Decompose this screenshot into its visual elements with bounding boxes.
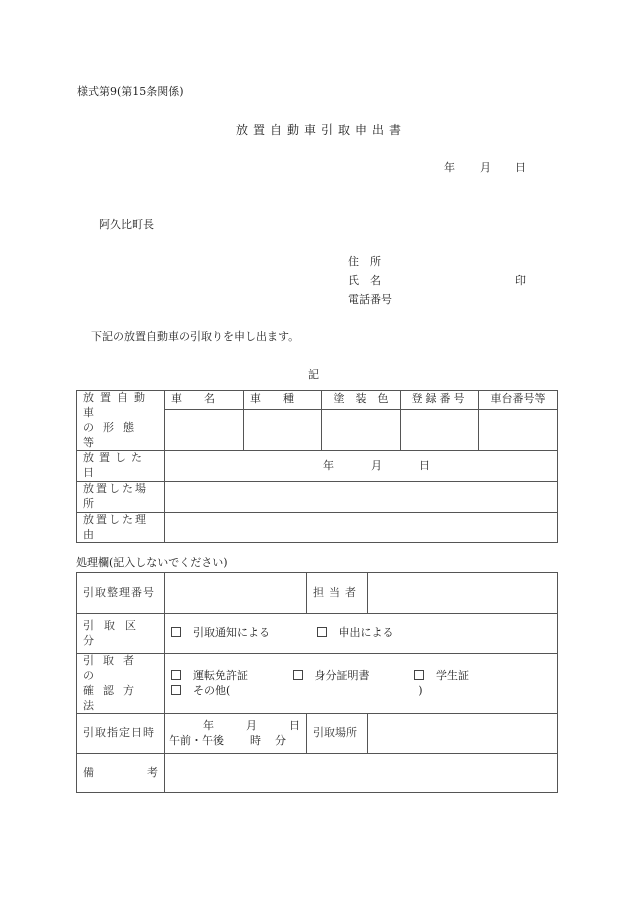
form-label-line2: の形態等	[83, 420, 143, 449]
verification-option-license[interactable]	[171, 669, 289, 684]
car-name-field[interactable]	[165, 409, 244, 451]
date-day-label: 日	[515, 161, 526, 174]
form-label-line1: 放置自動車	[83, 391, 151, 419]
remarks-label	[77, 754, 165, 793]
seal-mark: 印	[515, 274, 526, 287]
appointment-month: 月	[246, 719, 257, 733]
abandoned-day: 日	[419, 458, 430, 472]
category-label: 引取区分	[77, 614, 165, 654]
remarks-field[interactable]	[165, 754, 558, 793]
col-header-registration-number: 登録番号	[401, 391, 479, 410]
category-options	[165, 614, 558, 654]
staff-label: 担当者	[307, 573, 368, 614]
option-label: 申出による	[338, 626, 394, 640]
checkbox-icon[interactable]	[293, 670, 303, 680]
abandoned-date-field[interactable]	[165, 451, 558, 482]
car-type-field[interactable]	[244, 409, 322, 451]
option-label: その他(	[193, 683, 231, 697]
form-number: 様式第9(第15条関係)	[77, 85, 184, 98]
col-header-paint-color: 塗 装 色	[322, 391, 401, 410]
checkbox-icon[interactable]	[171, 627, 181, 637]
option-label: 身分証明書	[314, 668, 370, 682]
address-label: 住 所	[348, 255, 381, 268]
appointment-year: 年	[203, 719, 214, 733]
col-header-chassis-number: 車台番号等	[479, 391, 558, 410]
appointment-label: 引取指定日時	[77, 714, 165, 754]
remarks-label-char2: 考	[147, 765, 158, 779]
staff-field[interactable]	[368, 573, 558, 614]
col-header-car-type: 車 種	[244, 391, 322, 410]
processing-table	[76, 572, 558, 793]
verification-option-other[interactable]	[171, 684, 230, 699]
abandoned-reason-field[interactable]	[165, 512, 558, 543]
processing-heading: 処理欄(記入しないでください)	[76, 556, 228, 569]
verification-label-line2: 確認方法	[83, 683, 143, 712]
vehicle-table	[76, 390, 558, 543]
chassis-number-field[interactable]	[479, 409, 558, 451]
intro-text: 下記の放置自動車の引取りを申し出ます。	[91, 330, 300, 343]
paint-color-field[interactable]	[322, 409, 401, 451]
date-year-label: 年	[444, 161, 455, 174]
category-option-request[interactable]	[317, 626, 394, 641]
phone-label: 電話番号	[348, 293, 392, 306]
option-label: 学生証	[436, 668, 469, 682]
abandoned-date-label: 放置した日	[77, 451, 165, 482]
pickup-place-field[interactable]	[368, 714, 558, 754]
registration-number-field[interactable]	[401, 409, 479, 451]
abandoned-reason-label: 放置した理由	[77, 512, 165, 543]
verification-label	[77, 654, 165, 714]
appointment-day: 日	[289, 719, 300, 733]
ki-heading: 記	[308, 368, 319, 381]
verification-label-line1: 引取者の	[83, 654, 143, 682]
name-label: 氏 名	[348, 274, 381, 287]
verification-option-student[interactable]	[414, 669, 469, 684]
other-close-paren: )	[418, 683, 423, 697]
col-header-car-name: 車 名	[165, 391, 244, 410]
category-option-notice[interactable]	[171, 626, 313, 641]
abandoned-year: 年	[323, 458, 334, 472]
checkbox-icon[interactable]	[171, 670, 181, 680]
abandoned-place-field[interactable]	[165, 482, 558, 513]
checkbox-icon[interactable]	[317, 627, 327, 637]
option-label: 引取通知による	[193, 626, 270, 640]
checkbox-icon[interactable]	[171, 685, 181, 695]
appointment-ampm: 午前・午後	[169, 733, 224, 747]
appointment-field[interactable]	[165, 714, 307, 754]
verification-option-id[interactable]	[293, 669, 411, 684]
addressee: 阿久比町長	[99, 218, 154, 231]
reference-number-field[interactable]	[165, 573, 307, 614]
vehicle-form-label	[77, 391, 165, 451]
checkbox-icon[interactable]	[414, 670, 424, 680]
abandoned-place-label: 放置した場所	[77, 482, 165, 513]
option-label: 運転免許証	[193, 668, 248, 682]
abandoned-month: 月	[371, 458, 382, 472]
remarks-label-char1: 備	[83, 765, 94, 779]
appointment-minute: 分	[275, 733, 286, 747]
pickup-place-label: 引取場所	[307, 714, 368, 754]
appointment-hour: 時	[250, 733, 261, 747]
verification-options	[165, 654, 558, 714]
document-title: 放置自動車引取申出書	[236, 123, 407, 137]
date-month-label: 月	[480, 161, 491, 174]
reference-number-label: 引取整理番号	[77, 573, 165, 614]
